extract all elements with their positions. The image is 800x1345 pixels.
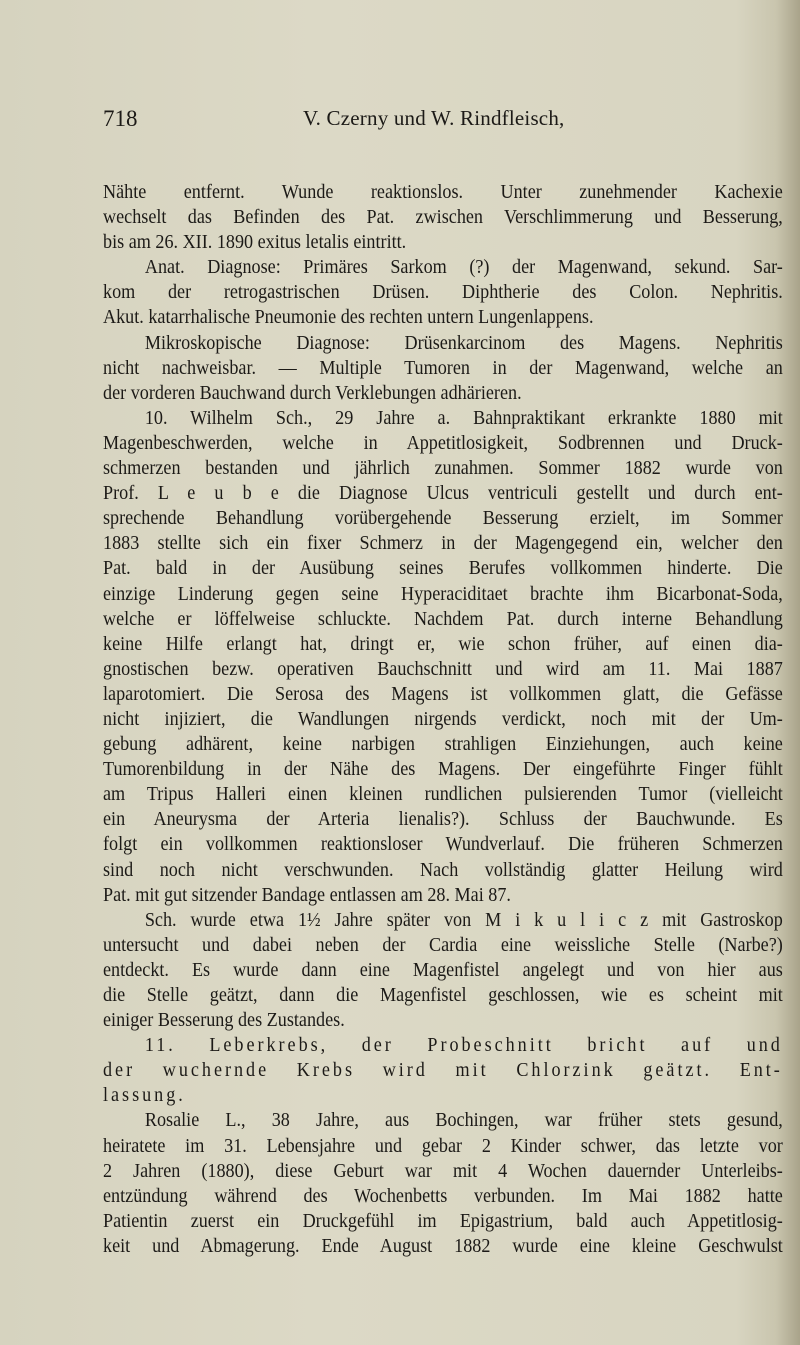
text-line: sprechende Behandlung vorübergehende Besserung erzielt, im Sommer: [103, 508, 783, 530]
page-number: 718: [103, 106, 138, 131]
text-line: gnostischen bezw. operativen Bauchschnitt und wird am 11. Mai 1887: [103, 658, 783, 680]
text-line: Mikroskopische Diagnose: Drüsenkarcinom des Magens. Nephritis: [144, 332, 783, 354]
text-line: heiratete im 31. Lebensjahre und gebar 2 Kinder schwer, das letzte vor: [103, 1135, 783, 1157]
text-line: ein Aneurysma der Arteria lienalis?). Schluss der Bauchwunde. Es: [103, 809, 783, 831]
text-line: keine Hilfe erlangt hat, dringt er, wie schon früher, auf einen dia-: [103, 633, 783, 655]
text-line: Patientin zuerst ein Druckgefühl im Epigastrium, bald auch Appetitlosig-: [103, 1210, 783, 1232]
text-line: nicht nachweisbar. — Multiple Tumoren in der Magenwand, welche an: [103, 357, 783, 379]
body-text: [103, 180, 783, 1259]
text-line: nicht injiziert, die Wandlungen nirgends verdickt, noch mit der Um-: [103, 708, 783, 730]
text-line: gebung adhärent, keine narbigen strahligen Einziehungen, auch keine: [103, 734, 783, 756]
text-line: Pat. bald in der Ausübung seines Berufes vollkommen hinderte. Die: [103, 558, 783, 580]
text-line: der vorderen Bauchwand durch Verklebungen adhärieren.: [103, 382, 522, 404]
text-line: 1883 stellte sich ein fixer Schmerz in der Magengegend ein, welcher den: [103, 533, 783, 555]
text-line: am Tripus Halleri einen kleinen rundlichen pulsierenden Tumor (vielleicht: [103, 784, 783, 806]
text-line: schmerzen bestanden und jährlich zunahmen. Sommer 1882 wurde von: [103, 458, 783, 480]
text-line: folgt ein vollkommen reaktionsloser Wundverlauf. Die früheren Schmerzen: [103, 834, 783, 856]
text-line: Nähte entfernt. Wunde reaktionslos. Unter zunehmender Kachexie: [103, 182, 783, 203]
text-line: Magenbeschwerden, welche in Appetitlosigkeit, Sodbrennen und Druck-: [103, 432, 783, 454]
text-line: Sch. wurde etwa 1½ Jahre später von M i k u l i c z mit Gastroskop: [144, 909, 783, 931]
text-line: laparotomiert. Die Serosa des Magens ist vollkommen glatt, die Gefässe: [103, 683, 783, 705]
text-line: die Stelle geätzt, dann die Magenfistel geschlossen, wie es scheint mit: [103, 985, 783, 1006]
text-line: 11. Leberkrebs, der Probeschnitt bricht auf und: [144, 1035, 783, 1057]
text-line: Akut. katarrhalische Pneumonie des rechten untern Lungenlappens.: [103, 307, 594, 329]
text-line: keit und Abmagerung. Ende August 1882 wurde eine kleine Geschwulst: [103, 1235, 783, 1257]
text-line: kom der retrogastrischen Drüsen. Diphtherie des Colon. Nephritis.: [103, 282, 783, 304]
text-line: 2 Jahren (1880), diese Geburt war mit 4 Wochen dauernder Unterleibs-: [103, 1160, 783, 1182]
text-line: bis am 26. XII. 1890 exitus letalis eintritt.: [103, 232, 407, 254]
text-line: der wuchernde Krebs wird mit Chlorzink geätzt. Ent-: [103, 1060, 783, 1082]
text-line: 10. Wilhelm Sch., 29 Jahre a. Bahnpraktikant erkrankte 1880 mit: [144, 407, 783, 429]
text-line: wechselt das Befinden des Pat. zwischen Verschlimmerung und Besserung,: [103, 207, 783, 229]
text-line: welche er löffelweise schluckte. Nachdem Pat. durch interne Behandlung: [103, 608, 783, 630]
text-line: untersucht und dabei neben der Cardia eine weissliche Stelle (Narbe?): [103, 934, 783, 956]
text-line: lassung.: [103, 1085, 186, 1107]
text-line: Pat. mit gut sitzender Bandage entlassen am 28. Mai 87.: [103, 884, 511, 906]
running-title: V. Czerny und W. Rindfleisch,: [303, 106, 565, 130]
text-line: Tumorenbildung in der Nähe des Magens. Der eingeführte Finger fühlt: [103, 759, 783, 781]
text-line: sind noch nicht verschwunden. Nach vollständig glatter Heilung wird: [103, 859, 783, 881]
text-line: einiger Besserung des Zustandes.: [103, 1010, 345, 1032]
text-line: entzündung während des Wochenbetts verbunden. Im Mai 1882 hatte: [103, 1185, 783, 1207]
text-line: entdeckt. Es wurde dann eine Magenfistel angelegt und von hier aus: [103, 959, 783, 981]
text-line: Anat. Diagnose: Primäres Sarkom (?) der Magenwand, sekund. Sar-: [144, 257, 783, 279]
text-line: einzige Linderung gegen seine Hyperaciditaet brachte ihm Bicarbonat-Soda,: [103, 583, 783, 605]
text-line: Prof. L e u b e die Diagnose Ulcus ventriculi gestellt und durch ent-: [103, 483, 783, 505]
page-header: [103, 106, 783, 136]
text-line: Rosalie L., 38 Jahre, aus Bochingen, war früher stets gesund,: [144, 1110, 783, 1132]
